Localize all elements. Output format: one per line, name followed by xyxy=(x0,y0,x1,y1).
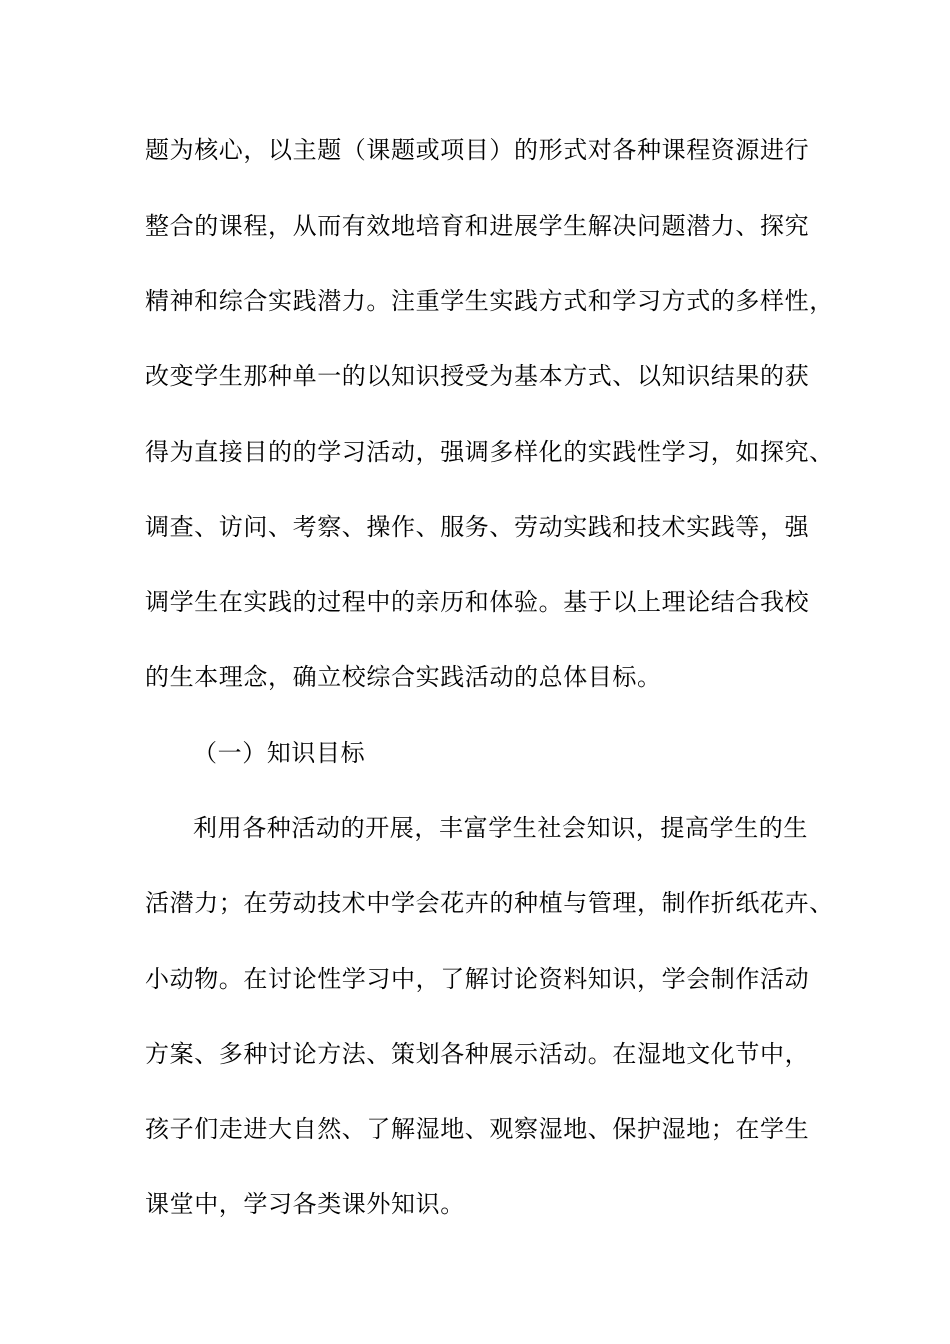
paragraph-line: 方案、多种讨论方法、策划各种展示活动。在湿地文化节中， xyxy=(145,1040,810,1068)
paragraph-line: 利用各种活动的开展，丰富学生社会知识，提高学生的生 xyxy=(193,814,808,842)
paragraph-line: 调学生在实践的过程中的亲历和体验。基于以上理论结合我校 xyxy=(145,588,810,616)
paragraph-line: 改变学生那种单一的以知识授受为基本方式、以知识结果的获 xyxy=(145,362,810,390)
paragraph-line: 得为直接目的的学习活动，强调多样化的实践性学习，如探究、 xyxy=(145,438,834,466)
paragraph-line: 课堂中，学习各类课外知识。 xyxy=(145,1190,465,1218)
paragraph-line: 活潜力；在劳动技术中学会花卉的种植与管理，制作折纸花卉、 xyxy=(145,889,834,917)
paragraph-line: 调查、访问、考察、操作、服务、劳动实践和技术实践等，强 xyxy=(145,513,810,541)
paragraph-line: 小动物。在讨论性学习中，了解讨论资料知识，学会制作活动 xyxy=(145,965,810,993)
paragraph-line: 的生本理念，确立校综合实践活动的总体目标。 xyxy=(145,663,662,691)
section-heading: （一）知识目标 xyxy=(193,739,366,767)
paragraph-line: 题为核心，以主题（课题或项目）的形式对各种课程资源进行 xyxy=(145,136,810,164)
paragraph-line: 整合的课程，从而有效地培育和进展学生解决问题潜力、探究 xyxy=(145,212,810,240)
paragraph-line: 精神和综合实践潜力。注重学生实践方式和学习方式的多样性， xyxy=(145,287,834,315)
paragraph-line: 孩子们走进大自然、了解湿地、观察湿地、保护湿地；在学生 xyxy=(145,1115,810,1143)
